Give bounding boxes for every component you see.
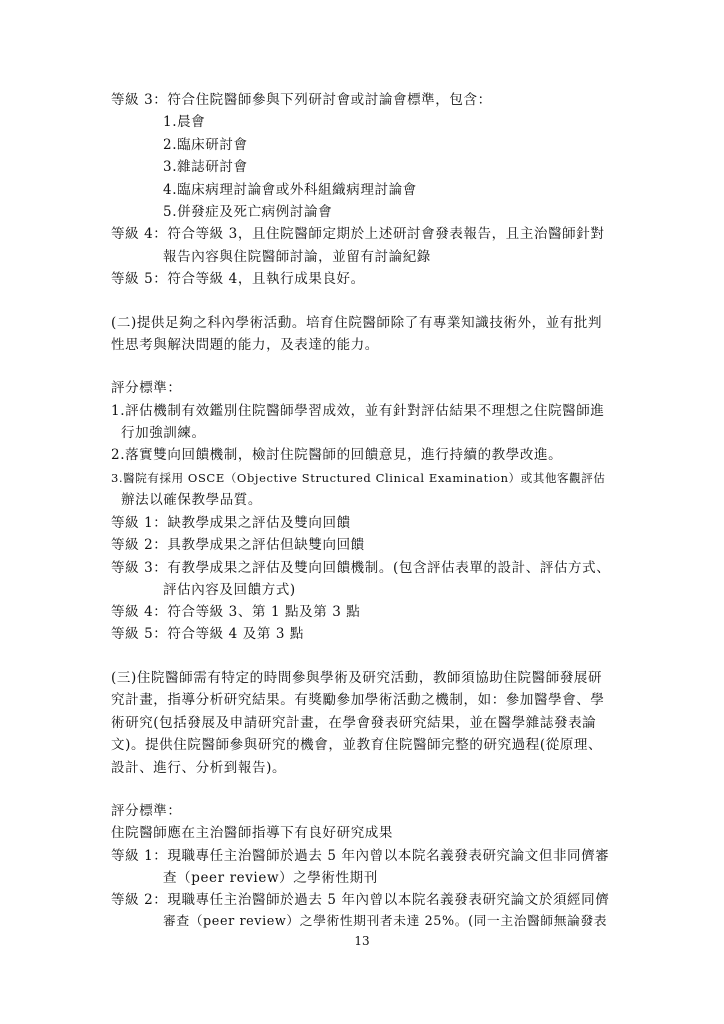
text-line: 2.落實雙向回饋機制，檢討住院醫師的回饋意見，進行持續的教學改進。 — [111, 447, 563, 463]
text-line: 等級 4：符合等級 3、第 1 點及第 3 點 — [111, 604, 361, 620]
text-line: 等級 5：符合等級 4，且執行成果良好。 — [111, 271, 365, 287]
text-line: 2.臨床研討會 — [163, 137, 248, 153]
text-line: 等級 2：現職專任主治醫師於過去 5 年內曾以本院名義發表研究論文於須經同儕 — [111, 892, 610, 908]
text-line: 查（peer review）之學術性期刊 — [163, 870, 378, 886]
text-line: 評分標準： — [111, 803, 182, 819]
text-line: 究計畫，指導分析研究結果。有獎勵參加學術活動之機制，如：參加醫學會、學 — [111, 692, 605, 708]
text-line: 報告內容與住院醫師討論，並留有討論紀錄 — [163, 249, 431, 265]
text-line: 等級 1：缺教學成果之評估及雙向回饋 — [111, 515, 351, 531]
text-line: 3.雜誌研討會 — [163, 159, 248, 175]
text-line: 等級 4：符合等級 3，且住院醫師定期於上述研討會發表報告，且主治醫師針對 — [111, 226, 605, 242]
text-line: 評分標準： — [111, 380, 182, 396]
text-line: 等級 3：有教學成果之評估及雙向回饋機制。(包含評估表單的設計、評估方式、 — [111, 560, 611, 576]
text-line: 辦法以確保教學品質。 — [121, 492, 262, 508]
text-line: (三)住院醫師需有特定的時間參與學術及研究活動，教師須協助住院醫師發展研 — [111, 670, 603, 686]
text-line: 設計、進行、分析到報告)。 — [111, 760, 287, 776]
text-line: 等級 3：符合住院醫師參與下列研討會或討論會標準，包含： — [111, 92, 492, 108]
text-line: 住院醫師應在主治醫師指導下有良好研究成果 — [111, 825, 393, 841]
text-line: 1.晨會 — [163, 114, 206, 130]
text-line: 性思考與解決問題的能力，及表達的能力。 — [111, 337, 379, 353]
text-line: 5.併發症及死亡病例討論會 — [163, 204, 333, 220]
text-line: 1.評估機制有效鑑別住院醫師學習成效，並有針對評估結果不理想之住院醫師進 — [111, 403, 605, 419]
text-line: 4.臨床病理討論會或外科組織病理討論會 — [163, 182, 417, 198]
text-line: 審查（peer review）之學術性期刊者未達 25%。(同一主治醫師無論發表 — [163, 914, 608, 929]
text-line: 等級 5：符合等級 4 及第 3 點 — [111, 626, 305, 642]
text-line: 術研究(包括發展及申請研究計畫，在學會發表研究結果，並在醫學雜誌發表論 — [111, 715, 597, 731]
text-line: (二)提供足夠之科內學術活動。培育住院醫師除了有專業知識技術外，並有批判 — [111, 315, 603, 331]
text-line: 3.醫院有採用 OSCE（Objective Structured Clinical Examination）或其他客觀評估 — [111, 471, 606, 485]
text-line: 等級 2：具教學成果之評估但缺雙向回饋 — [111, 537, 365, 553]
text-line: 等級 1：現職專任主治醫師於過去 5 年內曾以本院名義發表研究論文但非同儕審 — [111, 848, 610, 864]
text-line: 行加強訓練。 — [121, 425, 206, 441]
page-number: 13 — [354, 934, 370, 948]
text-line: 評估內容及回饋方式) — [163, 582, 296, 598]
text-line: 文)。提供住院醫師參與研究的機會，並教育住院醫師完整的研究過程(從原理、 — [111, 737, 603, 753]
